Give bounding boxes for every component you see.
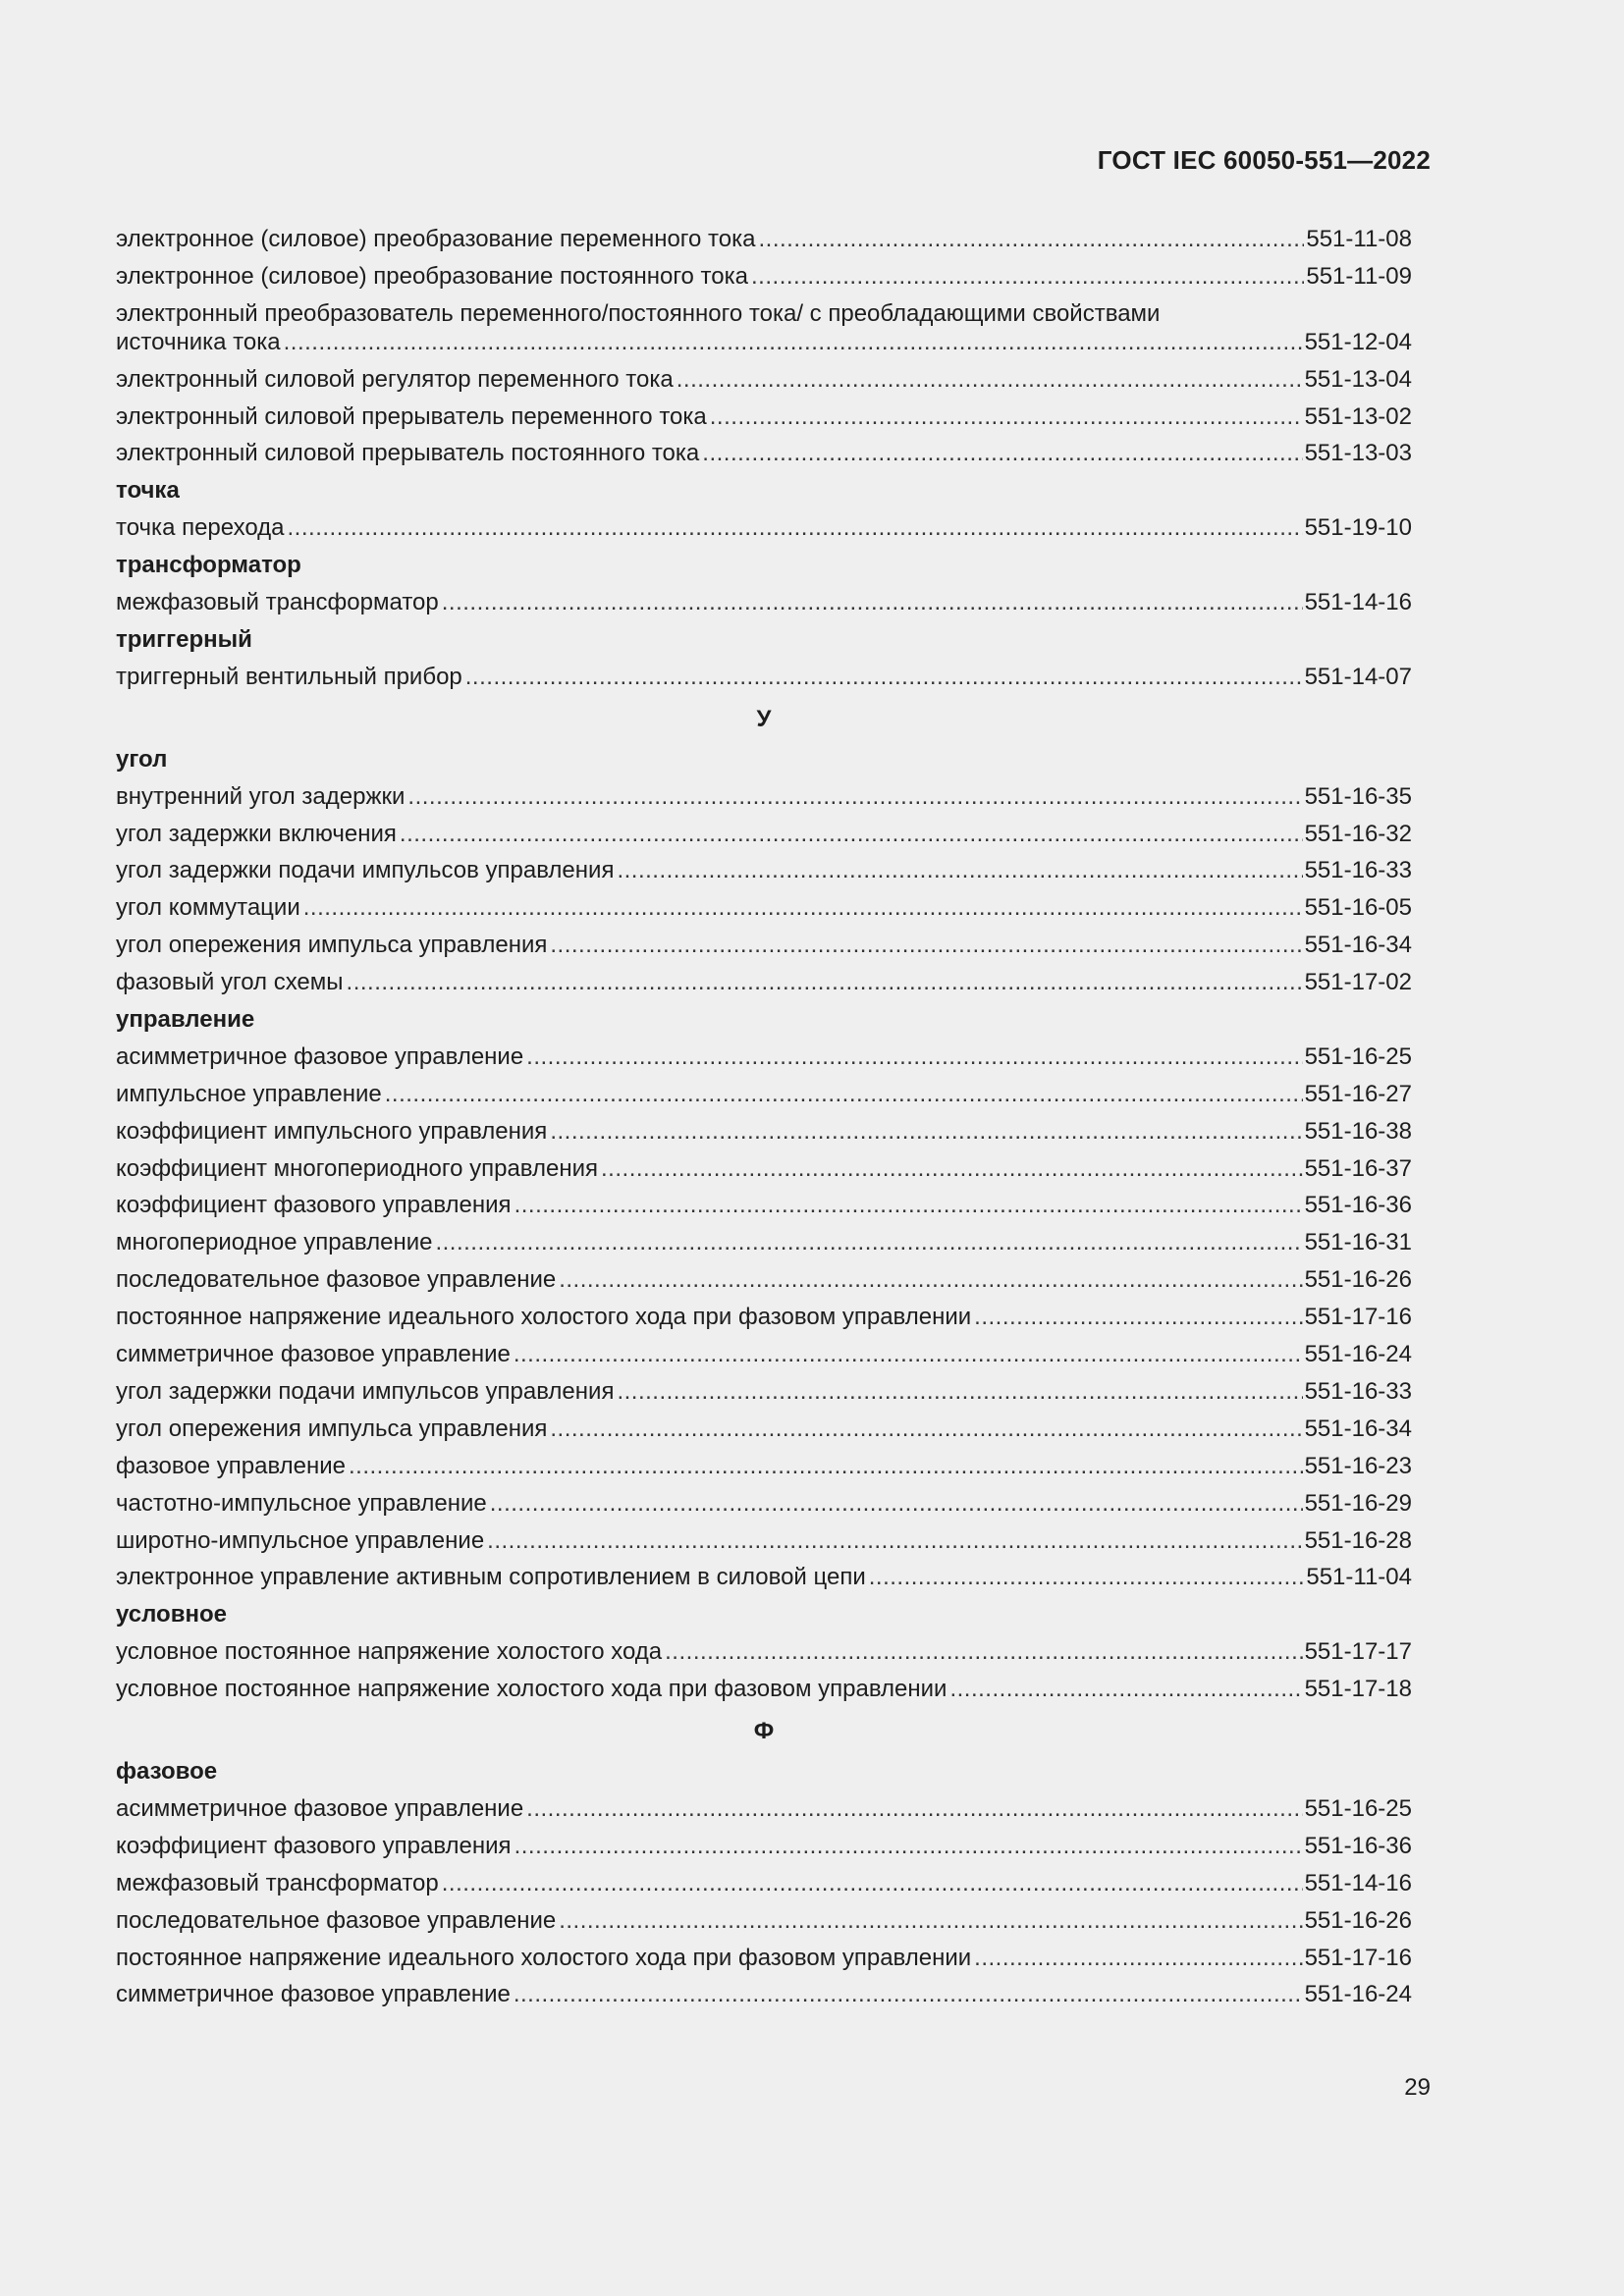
entry-term: электронный силовой прерыватель постоянного тока bbox=[116, 440, 700, 467]
index-content bbox=[116, 225, 1412, 2017]
entry-term: коэффициент многопериодного управления bbox=[116, 1154, 599, 1182]
entry-code: 551-14-16 bbox=[1304, 1869, 1412, 1896]
entry-term: коэффициент фазового управления bbox=[116, 1832, 512, 1859]
index-entry bbox=[116, 1340, 1412, 1368]
entry-term-continued: источника тока bbox=[116, 328, 281, 355]
dot-leader bbox=[407, 782, 1302, 811]
entry-code: 551-13-04 bbox=[1304, 365, 1412, 393]
entry-code: 551-16-36 bbox=[1304, 1192, 1412, 1219]
dot-leader bbox=[617, 1377, 1302, 1406]
entry-term: угол опережения импульса управления bbox=[116, 932, 548, 959]
dot-leader bbox=[665, 1637, 1302, 1666]
entry-term: точка перехода bbox=[116, 514, 285, 542]
dot-leader bbox=[974, 1303, 1302, 1331]
entry-code: 551-17-17 bbox=[1304, 1638, 1412, 1666]
entry-term: широтно-импульсное управление bbox=[116, 1526, 485, 1554]
dot-leader bbox=[751, 262, 1304, 291]
entry-term: электронное (силовое) преобразование переменного тока bbox=[116, 226, 756, 252]
index-entry bbox=[116, 1154, 1412, 1183]
entry-code: 551-16-35 bbox=[1304, 782, 1412, 810]
entry-code: 551-14-07 bbox=[1304, 663, 1412, 690]
dot-leader bbox=[442, 1869, 1303, 1897]
dot-leader bbox=[442, 588, 1303, 616]
dot-leader bbox=[677, 365, 1303, 394]
dot-leader bbox=[758, 225, 1304, 253]
group-heading: условное bbox=[116, 1601, 227, 1629]
entry-term: угол задержки включения bbox=[116, 820, 397, 847]
group-heading: угол bbox=[116, 745, 168, 773]
index-entry bbox=[116, 856, 1412, 884]
entry-code: 551-16-23 bbox=[1304, 1452, 1412, 1479]
index-entry bbox=[116, 1191, 1412, 1219]
entry-term: электронный силовой регулятор переменного тока bbox=[116, 365, 674, 393]
dot-leader bbox=[526, 1794, 1302, 1823]
entry-code: 551-19-10 bbox=[1304, 514, 1412, 542]
entry-code: 551-11-08 bbox=[1306, 226, 1412, 252]
index-entry bbox=[116, 1944, 1412, 1972]
entry-term: электронное управление активным сопротивлением в силовой цепи bbox=[116, 1564, 866, 1591]
dot-leader bbox=[487, 1526, 1302, 1555]
entry-code: 551-16-34 bbox=[1304, 932, 1412, 959]
entry-code: 551-11-09 bbox=[1306, 262, 1412, 290]
dot-leader bbox=[349, 1452, 1303, 1480]
dot-leader bbox=[465, 663, 1303, 691]
dot-leader bbox=[514, 1340, 1303, 1368]
entry-code: 551-16-25 bbox=[1304, 1794, 1412, 1822]
entry-code: 551-16-26 bbox=[1304, 1266, 1412, 1294]
index-entry bbox=[116, 663, 1412, 691]
entry-code: 551-16-33 bbox=[1304, 857, 1412, 884]
dot-leader bbox=[288, 513, 1303, 542]
entry-code: 551-16-27 bbox=[1304, 1080, 1412, 1107]
entry-code: 551-17-16 bbox=[1304, 1944, 1412, 1971]
index-entry bbox=[116, 782, 1412, 811]
entry-code: 551-16-37 bbox=[1304, 1154, 1412, 1182]
group-heading: точка bbox=[116, 477, 180, 505]
dot-leader bbox=[303, 893, 1303, 922]
dot-leader bbox=[710, 402, 1303, 431]
entry-term: симметричное фазовое управление bbox=[116, 1341, 511, 1368]
page-number: 29 bbox=[1404, 2074, 1431, 2101]
index-entry bbox=[116, 1869, 1412, 1897]
entry-code: 551-13-03 bbox=[1304, 440, 1412, 467]
dot-leader bbox=[949, 1675, 1302, 1703]
entry-code: 551-16-38 bbox=[1304, 1117, 1412, 1145]
dot-leader bbox=[490, 1489, 1303, 1518]
dot-leader bbox=[559, 1906, 1302, 1935]
index-entry bbox=[116, 893, 1412, 922]
dot-leader bbox=[514, 1980, 1303, 2008]
entry-term: фазовое управление bbox=[116, 1452, 346, 1479]
entry-term: постоянное напряжение идеального холостого хода при фазовом управлении bbox=[116, 1944, 972, 1971]
dot-leader bbox=[347, 968, 1303, 996]
index-entry bbox=[116, 439, 1412, 467]
entry-term: постоянное напряжение идеального холостого хода при фазовом управлении bbox=[116, 1304, 972, 1331]
entry-term: последовательное фазовое управление bbox=[116, 1906, 557, 1934]
index-entry bbox=[116, 1675, 1412, 1703]
entry-term: угол коммутации bbox=[116, 894, 300, 922]
dot-leader bbox=[550, 1415, 1302, 1443]
index-entry bbox=[116, 365, 1412, 394]
index-entry bbox=[116, 1637, 1412, 1666]
entry-code: 551-16-25 bbox=[1304, 1042, 1412, 1070]
entry-term: частотно-импульсное управление bbox=[116, 1489, 487, 1517]
index-entry bbox=[116, 1563, 1412, 1591]
index-entry bbox=[116, 225, 1412, 253]
alphabet-letter: Ф bbox=[753, 1718, 775, 1745]
entry-code: 551-16-26 bbox=[1304, 1906, 1412, 1934]
group-heading: трансформатор bbox=[116, 552, 301, 579]
entry-code: 551-11-04 bbox=[1306, 1564, 1412, 1591]
dot-leader bbox=[617, 856, 1302, 884]
index-entry bbox=[116, 299, 1412, 356]
entry-term: коэффициент фазового управления bbox=[116, 1192, 512, 1219]
group-heading: фазовое bbox=[116, 1758, 218, 1786]
entry-term: условное постоянное напряжение холостого хода bbox=[116, 1638, 663, 1666]
dot-leader bbox=[526, 1042, 1302, 1071]
group-heading: триггерный bbox=[116, 625, 252, 653]
entry-code: 551-16-05 bbox=[1304, 894, 1412, 922]
entry-term: триггерный вентильный прибор bbox=[116, 663, 462, 690]
entry-term: угол задержки подачи импульсов управления bbox=[116, 1377, 615, 1405]
entry-code: 551-16-34 bbox=[1304, 1415, 1412, 1442]
dot-leader bbox=[974, 1944, 1302, 1972]
entry-code: 551-12-04 bbox=[1304, 328, 1412, 355]
entry-term: многопериодное управление bbox=[116, 1229, 433, 1256]
dot-leader bbox=[550, 1117, 1302, 1146]
index-entry bbox=[116, 1377, 1412, 1406]
dot-leader bbox=[601, 1154, 1303, 1183]
dot-leader bbox=[284, 328, 1303, 356]
index-entry bbox=[116, 1832, 1412, 1860]
dot-leader bbox=[559, 1265, 1302, 1294]
entry-code: 551-16-24 bbox=[1304, 1341, 1412, 1368]
entry-code: 551-17-18 bbox=[1304, 1676, 1412, 1703]
entry-term: электронное (силовое) преобразование постоянного тока bbox=[116, 262, 749, 290]
entry-term: фазовый угол схемы bbox=[116, 969, 344, 996]
entry-term: асимметричное фазовое управление bbox=[116, 1042, 524, 1070]
index-entry bbox=[116, 1489, 1412, 1518]
entry-term: асимметричное фазовое управление bbox=[116, 1794, 524, 1822]
entry-code: 551-16-29 bbox=[1304, 1489, 1412, 1517]
dot-leader bbox=[702, 439, 1302, 467]
index-entry bbox=[116, 931, 1412, 959]
entry-term: межфазовый трансформатор bbox=[116, 589, 439, 616]
entry-code: 551-17-02 bbox=[1304, 969, 1412, 996]
entry-code: 551-16-28 bbox=[1304, 1526, 1412, 1554]
entry-code: 551-17-16 bbox=[1304, 1304, 1412, 1331]
entry-code: 551-14-16 bbox=[1304, 589, 1412, 616]
entry-term: угол задержки подачи импульсов управления bbox=[116, 857, 615, 884]
entry-code: 551-16-33 bbox=[1304, 1377, 1412, 1405]
dot-leader bbox=[514, 1832, 1303, 1860]
entry-term: коэффициент импульсного управления bbox=[116, 1117, 548, 1145]
entry-term: электронный силовой прерыватель переменного тока bbox=[116, 402, 707, 430]
index-entry bbox=[116, 262, 1412, 291]
entry-term: внутренний угол задержки bbox=[116, 782, 406, 810]
index-entry bbox=[116, 820, 1412, 848]
dot-leader bbox=[550, 931, 1302, 959]
dot-leader bbox=[514, 1191, 1303, 1219]
entry-term: межфазовый трансформатор bbox=[116, 1869, 439, 1896]
index-entry bbox=[116, 402, 1412, 431]
entry-code: 551-16-31 bbox=[1304, 1229, 1412, 1256]
index-entry bbox=[116, 1117, 1412, 1146]
index-entry bbox=[116, 1415, 1412, 1443]
index-entry bbox=[116, 1303, 1412, 1331]
index-entry bbox=[116, 1526, 1412, 1555]
index-entry bbox=[116, 1265, 1412, 1294]
entry-code: 551-16-36 bbox=[1304, 1832, 1412, 1859]
index-entry bbox=[116, 1794, 1412, 1823]
index-entry bbox=[116, 1980, 1412, 2008]
index-entry bbox=[116, 1042, 1412, 1071]
index-entry bbox=[116, 1906, 1412, 1935]
alphabet-letter: У bbox=[756, 705, 772, 732]
index-entry bbox=[116, 1452, 1412, 1480]
dot-leader bbox=[435, 1228, 1302, 1256]
dot-leader bbox=[869, 1563, 1305, 1591]
entry-term: импульсное управление bbox=[116, 1080, 382, 1107]
entry-term: электронный преобразователь переменного/постоянного тока/ с преобладающими свойствами bbox=[116, 299, 1161, 327]
entry-code: 551-16-32 bbox=[1304, 820, 1412, 847]
index-entry bbox=[116, 1228, 1412, 1256]
index-entry bbox=[116, 1080, 1412, 1108]
index-entry bbox=[116, 968, 1412, 996]
dot-leader bbox=[385, 1080, 1303, 1108]
entry-code: 551-16-24 bbox=[1304, 1981, 1412, 2008]
index-entry bbox=[116, 588, 1412, 616]
document-header: ГОСТ IEC 60050-551—2022 bbox=[1097, 145, 1431, 175]
entry-term: симметричное фазовое управление bbox=[116, 1981, 511, 2008]
entry-term: последовательное фазовое управление bbox=[116, 1266, 557, 1294]
index-entry bbox=[116, 513, 1412, 542]
entry-term: условное постоянное напряжение холостого хода при фазовом управлении bbox=[116, 1676, 947, 1703]
entry-term: угол опережения импульса управления bbox=[116, 1415, 548, 1442]
entry-code: 551-13-02 bbox=[1304, 402, 1412, 430]
group-heading: управление bbox=[116, 1006, 255, 1034]
dot-leader bbox=[400, 820, 1303, 848]
